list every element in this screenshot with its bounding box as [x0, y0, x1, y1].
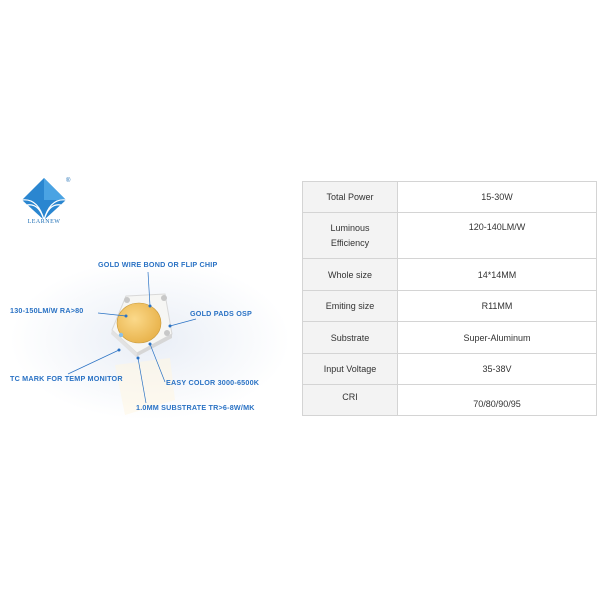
spec-value: 120-140LM/W [398, 213, 597, 259]
callout-substrate: 1.0MM SUBSTRATE TR>6-8W/MK [136, 403, 255, 412]
spec-row [303, 322, 597, 354]
spec-value: 15-30W [398, 182, 597, 213]
spec-label: Substrate [303, 322, 398, 354]
spec-label: Input Voltage [303, 354, 398, 385]
spec-label [303, 213, 398, 259]
callout-efficacy: 130-150LM/W RA>80 [10, 306, 84, 315]
callout-tc-mark: TC MARK FOR TEMP MONITOR [10, 374, 123, 383]
spec-value: 14*14MM [398, 259, 597, 291]
brand-name: LEARNEW [27, 219, 61, 225]
spec-row [303, 182, 597, 213]
spec-label: Total Power [303, 182, 398, 213]
spec-row [303, 385, 597, 416]
spec-row [303, 259, 597, 291]
spec-label: CRI [303, 385, 398, 416]
spec-label: Whole size [303, 259, 398, 291]
spec-table [302, 181, 597, 416]
learnew-logo [20, 176, 71, 222]
spec-value: Super-Aluminum [398, 322, 597, 354]
spec-row [303, 291, 597, 322]
spec-label: Emiting size [303, 291, 398, 322]
callout-gold-pads: GOLD PADS OSP [190, 309, 252, 318]
spec-row [303, 213, 597, 259]
spec-value: 70/80/90/95 [398, 385, 597, 416]
spec-value: R11MM [398, 291, 597, 322]
callout-wire-bond: GOLD WIRE BOND OR FLIP CHIP [98, 260, 218, 269]
callout-easy-color: EASY COLOR 3000-6500K [166, 378, 260, 387]
spec-label-line: Efficiency [330, 238, 370, 248]
spec-row [303, 354, 597, 385]
spec-label-line: Luminous [330, 223, 370, 233]
registered-mark: ® [66, 178, 71, 184]
spec-value: 35-38V [398, 354, 597, 385]
